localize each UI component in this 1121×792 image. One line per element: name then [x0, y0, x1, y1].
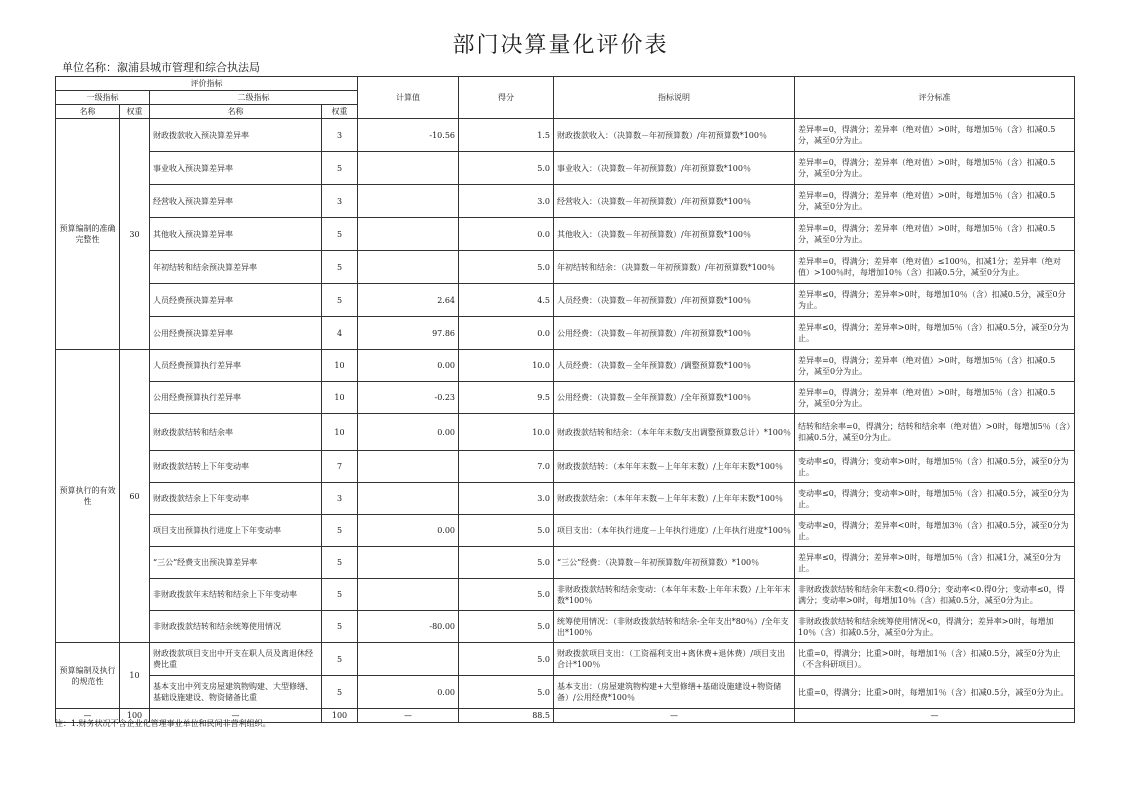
indicator-description: 财政拨款项目支出：（工资福利支出+离休费+退休费）/项目支出合计*100％ — [554, 643, 795, 676]
table-row — [56, 676, 1075, 709]
indicator-weight: 5 — [322, 152, 358, 185]
indicator-description: 项目支出：（本年执行进度－上年执行进度）/上年执行进度*100％ — [554, 515, 795, 547]
level1-weight: 30 — [120, 119, 150, 350]
indicator-name: 年初结转和结余预决算差异率 — [150, 251, 322, 284]
indicator-weight: 5 — [322, 284, 358, 317]
calc-value: 0.00 — [358, 676, 459, 709]
indicator-description: 其他收入：（决算数－年初预算数）/年初预算数*100％ — [554, 218, 795, 251]
indicator-weight: 5 — [322, 251, 358, 284]
indicator-name: 财政拨款项目支出中开支在职人员及离退休经费比重 — [150, 643, 322, 676]
scoring-criteria: 比重=0，得满分；比重>0时，每增加1％（含）扣减0.5分，减至0分为止（不含科研项目）。 — [795, 643, 1075, 676]
header-l1-name: 名称 — [56, 105, 120, 119]
table-row — [56, 547, 1075, 579]
header-level2: 二级指标 — [150, 91, 358, 105]
scoring-criteria: 结转和结余率=0，得满分；结转和结余率（绝对值）>0时，每增加5％（含）扣减0.5分，减至0分为止。 — [795, 414, 1075, 451]
indicator-name: 非财政拨款年末结转和结余上下年变动率 — [150, 579, 322, 611]
header-l2-weight: 权重 — [322, 105, 358, 119]
indicator-name: 公用经费预决算差异率 — [150, 317, 322, 350]
indicator-weight: 10 — [322, 350, 358, 382]
indicator-description: 公用经费：（决算数－全年预算数）/全年预算数*100％ — [554, 382, 795, 414]
table-row — [56, 350, 1075, 382]
scoring-criteria: 比重=0，得满分；比重>0时，每增加1％（含）扣减0.5分，减至0分为止。 — [795, 676, 1075, 709]
indicator-name: 其他收入预决算差异率 — [150, 218, 322, 251]
calc-value: -0.23 — [358, 382, 459, 414]
total-description: — — [554, 709, 795, 723]
score-value: 5.0 — [459, 611, 554, 643]
calc-value — [358, 451, 459, 483]
indicator-weight: 3 — [322, 185, 358, 218]
scoring-criteria: 差异率≤0，得满分；差异率>0时，每增加10％（含）扣减0.5分，减至0分为止。 — [795, 284, 1075, 317]
scoring-criteria: 差异率=0，得满分；差异率（绝对值）>0时，每增加5％（含）扣减0.5分，减至0分为止。 — [795, 119, 1075, 152]
evaluation-table — [55, 76, 1075, 723]
table-row — [56, 218, 1075, 251]
indicator-weight: 10 — [322, 414, 358, 451]
calc-value: 0.00 — [358, 414, 459, 451]
indicator-name: 项目支出预算执行进度上下年变动率 — [150, 515, 322, 547]
table-row — [56, 414, 1075, 451]
indicator-weight: 5 — [322, 676, 358, 709]
page-title: 部门决算量化评价表 — [452, 33, 669, 58]
score-value: 5.0 — [459, 251, 554, 284]
calc-value — [358, 643, 459, 676]
indicator-description: 财政拨款结余：（本年年末数－上年年末数）/上年年末数*100％ — [554, 483, 795, 515]
indicator-description: 年初结转和结余：（决算数－年初预算数）/年初预算数*100％ — [554, 251, 795, 284]
total-criteria: — — [795, 709, 1075, 723]
indicator-name: 经营收入预决算差异率 — [150, 185, 322, 218]
table-row — [56, 317, 1075, 350]
indicator-name: 财政拨款结转和结余率 — [150, 414, 322, 451]
score-value: 5.0 — [459, 579, 554, 611]
calc-value — [358, 152, 459, 185]
calc-value: -80.00 — [358, 611, 459, 643]
indicator-name: 财政拨款结转上下年变动率 — [150, 451, 322, 483]
footnote: 注：1.财务状况不含企业化管理事业单位和民间非营利组织。 — [55, 719, 271, 728]
indicator-description: 非财政拨款结转和结余变动：（本年年末数-上年年末数）/上年年末数*100％ — [554, 579, 795, 611]
total-l2-weight: 100 — [322, 709, 358, 723]
score-value: 3.0 — [459, 185, 554, 218]
indicator-description: 人员经费：（决算数－全年预算数）/调整预算数*100％ — [554, 350, 795, 382]
score-value: 1.5 — [459, 119, 554, 152]
table-row — [56, 185, 1075, 218]
scoring-criteria: 差异率≤0，得满分；差异率>0时，每增加5％（含）扣减0.5分，减至0分为止。 — [795, 317, 1075, 350]
scoring-criteria: 差异率=0，得满分；差异率（绝对值）>0时，每增加5％（含）扣减0.5分，减至0分为止。 — [795, 382, 1075, 414]
total-l2-name: — — [150, 709, 322, 723]
table-row — [56, 152, 1075, 185]
scoring-criteria: 变动率≥0，得满分；差异率<0时，每增加3％（含）扣减0.5分，减至0分为止。 — [795, 515, 1075, 547]
indicator-name: 财政拨款收入预决算差异率 — [150, 119, 322, 152]
indicator-description: 人员经费：（决算数－年初预算数）/年初预算数*100％ — [554, 284, 795, 317]
header-eval-indicator: 评价指标 — [56, 77, 358, 91]
table-row — [56, 251, 1075, 284]
indicator-name: 基本支出中列支房屋建筑物购建、大型修缮、基础设施建设、物资储备比重 — [150, 676, 322, 709]
calc-value: 0.00 — [358, 515, 459, 547]
calc-value — [358, 218, 459, 251]
calc-value — [358, 483, 459, 515]
indicator-name: 财政拨款结余上下年变动率 — [150, 483, 322, 515]
total-score: 88.5 — [459, 709, 554, 723]
header-level1: 一级指标 — [56, 91, 150, 105]
table-row — [56, 451, 1075, 483]
scoring-criteria: 差异率=0，得满分；差异率（绝对值）>0时，每增加5％（含）扣减0.5分，减至0分为止。 — [795, 218, 1075, 251]
indicator-name: 人员经费预决算差异率 — [150, 284, 322, 317]
table-row — [56, 611, 1075, 643]
calc-value: 97.86 — [358, 317, 459, 350]
total-weight: 100 — [120, 709, 150, 723]
calc-value — [358, 579, 459, 611]
header-calc-value: 计算值 — [358, 77, 459, 119]
indicator-weight: 5 — [322, 579, 358, 611]
header-description: 指标说明 — [554, 77, 795, 119]
scoring-criteria: 差异率≤0，得满分；差异率>0时，每增加5％（含）扣减1分，减至0分为止。 — [795, 547, 1075, 579]
header-score: 得分 — [459, 77, 554, 119]
table-row — [56, 643, 1075, 676]
score-value: 0.0 — [459, 317, 554, 350]
scoring-criteria: 差异率=0，得满分；差异率（绝对值）>0时，每增加5％（含）扣减0.5分，减至0分为止。 — [795, 350, 1075, 382]
indicator-weight: 4 — [322, 317, 358, 350]
indicator-weight: 5 — [322, 515, 358, 547]
indicator-description: 财政拨款结转和结余：（本年年末数/支出调整预算数总计）*100％ — [554, 414, 795, 451]
score-value: 5.0 — [459, 676, 554, 709]
score-value: 5.0 — [459, 152, 554, 185]
calc-value: 2.64 — [358, 284, 459, 317]
indicator-name: 公用经费预算执行差异率 — [150, 382, 322, 414]
table-row — [56, 382, 1075, 414]
indicator-weight: 5 — [322, 611, 358, 643]
score-value: 7.0 — [459, 451, 554, 483]
calc-value — [358, 251, 459, 284]
header-l2-name: 名称 — [150, 105, 322, 119]
table-row — [56, 579, 1075, 611]
indicator-weight: 3 — [322, 119, 358, 152]
header-criteria: 评分标准 — [795, 77, 1075, 119]
level1-weight: 60 — [120, 350, 150, 643]
indicator-name: 事业收入预决算差异率 — [150, 152, 322, 185]
score-value: 5.0 — [459, 643, 554, 676]
unit-name-label: 单位名称：溆浦县城市管理和综合执法局 — [62, 61, 260, 74]
score-value: 9.5 — [459, 382, 554, 414]
indicator-weight: 5 — [322, 643, 358, 676]
table-row — [56, 515, 1075, 547]
score-value: 3.0 — [459, 483, 554, 515]
score-value: 0.0 — [459, 218, 554, 251]
indicator-weight: 5 — [322, 218, 358, 251]
indicator-description: 经营收入：（决算数－年初预算数）/年初预算数*100％ — [554, 185, 795, 218]
table-row — [56, 119, 1075, 152]
score-value: 10.0 — [459, 414, 554, 451]
scoring-criteria: 差异率=0，得满分；差异率（绝对值）≤100％，扣减1分；差异率（绝对值）>100％时，每增加10％（含）扣减0.5分，减至0分为止。 — [795, 251, 1075, 284]
indicator-description: 基本支出：（房屋建筑物构建+大型修缮+基础设施建设+物资储备）/公用经费*100％ — [554, 676, 795, 709]
scoring-criteria: 差异率=0，得满分；差异率（绝对值）>0时，每增加5％（含）扣减0.5分，减至0分为止。 — [795, 185, 1075, 218]
indicator-description: 事业收入：（决算数－年初预算数）/年初预算数*100％ — [554, 152, 795, 185]
table-row — [56, 483, 1075, 515]
indicator-description: 统筹使用情况：（非财政拨款结转和结余-全年支出*80％）/全年支出*100％ — [554, 611, 795, 643]
header-l1-weight: 权重 — [120, 105, 150, 119]
score-value: 5.0 — [459, 547, 554, 579]
indicator-description: “三公”经费：（决算数－年初预算数/年初预算数）*100％ — [554, 547, 795, 579]
indicator-weight: 5 — [322, 547, 358, 579]
level1-name: 预算编制的准确完整性 — [56, 119, 120, 350]
scoring-criteria: 非财政拨款结转和结余统筹使用情况<0，得满分；差异率>0时，每增加10％（含）扣减0.5分，减至0分为止。 — [795, 611, 1075, 643]
calc-value: -10.56 — [358, 119, 459, 152]
indicator-weight: 3 — [322, 483, 358, 515]
level1-name: 预算执行的有效性 — [56, 350, 120, 643]
table-row — [56, 284, 1075, 317]
indicator-description: 财政拨款收入：（决算数－年初预算数）/年初预算数*100％ — [554, 119, 795, 152]
indicator-weight: 10 — [322, 382, 358, 414]
scoring-criteria: 变动率≤0，得满分；变动率>0时，每增加5％（含）扣减0.5分，减至0分为止。 — [795, 483, 1075, 515]
calc-value: 0.00 — [358, 350, 459, 382]
level1-weight: 10 — [120, 643, 150, 709]
indicator-weight: 7 — [322, 451, 358, 483]
total-calc: — — [358, 709, 459, 723]
indicator-description: 财政拨款结转：（本年年末数－上年年末数）/上年年末数*100％ — [554, 451, 795, 483]
calc-value — [358, 547, 459, 579]
indicator-description: 公用经费：（决算数－年初预算数）/年初预算数*100％ — [554, 317, 795, 350]
scoring-criteria: 差异率=0，得满分；差异率（绝对值）>0时，每增加5％（含）扣减0.5分，减至0分为止。 — [795, 152, 1075, 185]
level1-name: 预算编制及执行的规范性 — [56, 643, 120, 709]
score-value: 10.0 — [459, 350, 554, 382]
indicator-name: “三公”经费支出预决算差异率 — [150, 547, 322, 579]
total-name: — — [56, 709, 120, 723]
scoring-criteria: 变动率≤0，得满分；变动率>0时，每增加5％（含）扣减0.5分，减至0分为止。 — [795, 451, 1075, 483]
indicator-name: 非财政拨款结转和结余统筹使用情况 — [150, 611, 322, 643]
score-value: 5.0 — [459, 515, 554, 547]
score-value: 4.5 — [459, 284, 554, 317]
calc-value — [358, 185, 459, 218]
scoring-criteria: 非财政拨款结转和结余年末数<0.得0分；变动率<0.得0分；变动率≤0，得满分；变动率>0时，每增加10％（含）扣减0.5分，减至0分为止。 — [795, 579, 1075, 611]
indicator-name: 人员经费预算执行差异率 — [150, 350, 322, 382]
